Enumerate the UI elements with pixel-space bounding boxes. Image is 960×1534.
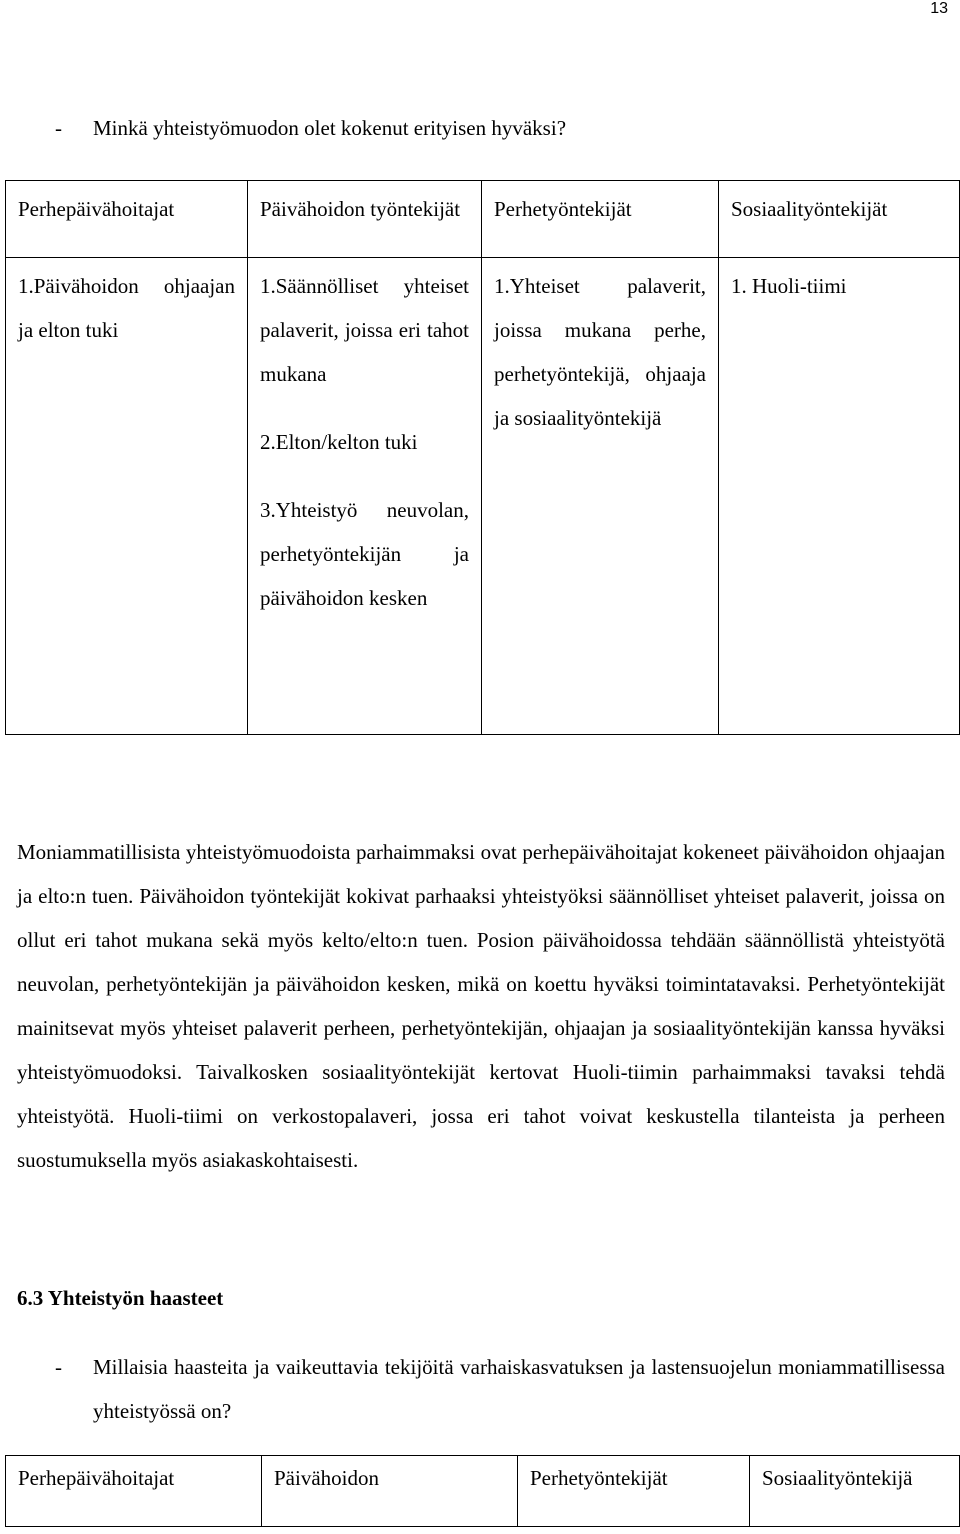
list-item: 1.Säännölliset yhteiset palaverit, joissa eri tahot mukana	[260, 274, 469, 386]
table-cell	[719, 258, 960, 735]
cooperation-table	[5, 180, 960, 735]
header-cell: Sosiaalityöntekijät	[719, 181, 960, 258]
table-row	[6, 258, 960, 735]
bullet-dash: -	[55, 1355, 62, 1379]
table-header-row	[6, 181, 960, 258]
header-cell: Perhetyöntekijät	[482, 181, 719, 258]
section-heading: 6.3 Yhteistyön haasteet	[17, 1286, 224, 1310]
header-cell: Päivähoidon	[262, 1456, 518, 1527]
header-cell: Perhetyöntekijät	[518, 1456, 750, 1527]
table-cell	[248, 258, 482, 735]
question-2-text: Millaisia haasteita ja vaikeuttavia tekijöitä varhaiskasvatuksen ja lastensuojelun moniammatillisessa yhteistyössä on?	[93, 1355, 945, 1423]
table-cell	[482, 258, 719, 735]
list-item: 2.Elton/kelton tuki	[260, 430, 418, 454]
list-item: 1. Huoli-tiimi	[731, 274, 847, 298]
list-item: 1.Yhteiset palaverit, joissa mukana perhe, perhetyöntekijä, ohjaaja ja sosiaalityöntekijä	[494, 274, 706, 430]
header-cell: Sosiaalityöntekijä	[750, 1456, 960, 1527]
page-number: 13	[930, 0, 948, 17]
question-1-text: Minkä yhteistyömuodon olet kokenut erityisen hyväksi?	[93, 116, 567, 140]
question-2	[55, 1345, 945, 1433]
challenges-table	[5, 1455, 960, 1527]
header-cell: Päivähoidon työntekijät	[248, 181, 482, 258]
header-cell: Perhepäivähoitajat	[6, 181, 248, 258]
body-paragraph: Moniammatillisista yhteistyömuodoista parhaimmaksi ovat perhepäivähoitajat kokeneet päivähoidon ohjaajan ja elto:n tuen. Päivähoidon työntekijät kokivat parhaaksi yhteistyöksi säännölliset yhteiset palaverit, joissa on ollut eri tahot mukana sekä myös kelto/elto:n tuen. Posion päivähoidossa tehdään säännöllistä yhteistyötä neuvolan, perhetyöntekijän ja päivähoidon kesken, mikä on koettu hyväksi toimintatavaksi. Perhetyöntekijät mainitsevat myös yhteiset palaverit perheen, perhetyöntekijän, ohjaajan ja sosiaalityöntekijän kanssa hyväksi yhteistyömuodoksi. Taivalkosken sosiaalityöntekijät kertovat Huoli-tiimin parhaimmaksi tavaksi tehdä yhteistyötä. Huoli-tiimi on verkostopalaveri, jossa eri tahot voivat keskustella tilanteista ja perheen suostumuksella myös asiakaskohtaisesti.	[17, 840, 945, 1172]
table-cell	[6, 258, 248, 735]
bullet-dash: -	[55, 116, 62, 140]
list-item: 3.Yhteistyö neuvolan, perhetyöntekijän ja päivähoidon kesken	[260, 498, 469, 610]
list-item: 1.Päivähoidon ohjaajan ja elton tuki	[18, 274, 235, 342]
question-1	[55, 106, 945, 150]
table-header-row	[6, 1456, 960, 1527]
header-cell: Perhepäivähoitajat	[6, 1456, 262, 1527]
